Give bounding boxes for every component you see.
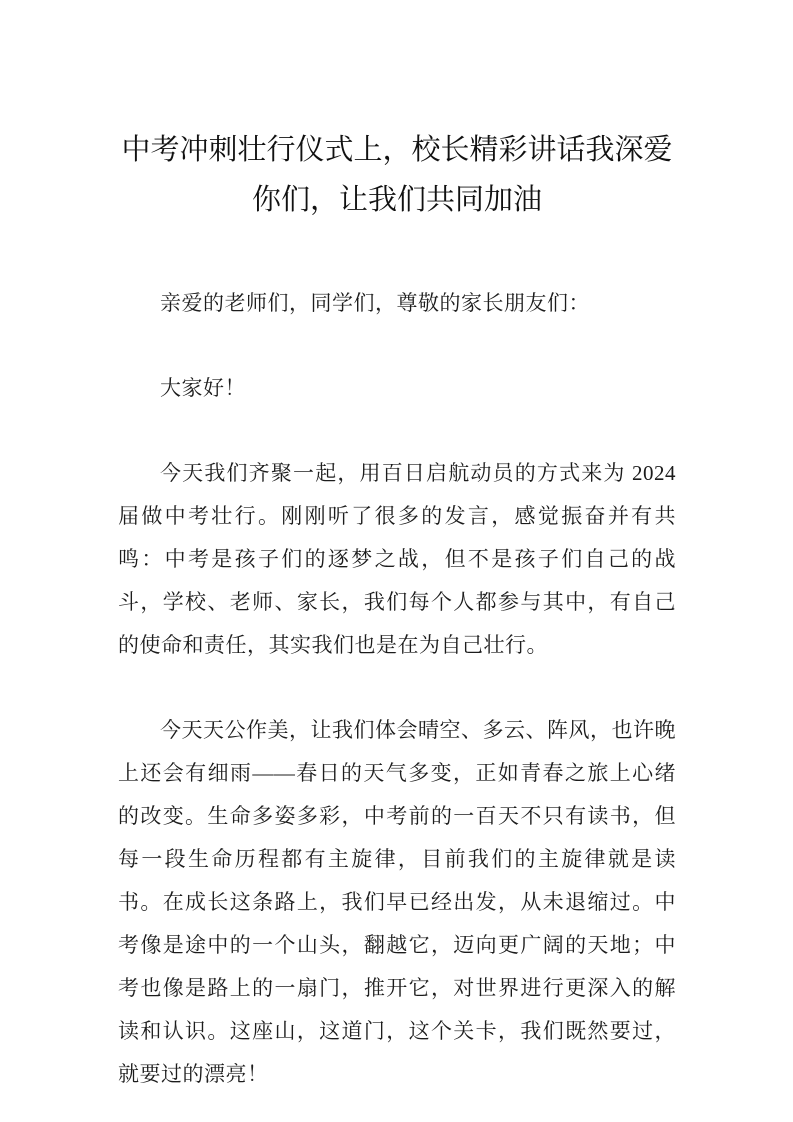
paragraph: 今天天公作美，让我们体会晴空、多云、阵风，也许晚上还会有细雨——春日的天气多变，正如青春之旅上心绪的改变。生命多姿多彩，中考前的一百天不只有读书，但每一段生命历程都有主旋律，目前我们的主旋律就是读书。在成长这条路上，我们早已经出发，从未退缩过。中考像是途中的一个山头，翻越它，迈向更广阔的天地；中考也像是路上的一扇门，推开它，对世界进行更深入的解读和认识。这座山，这道门，这个关卡，我们既然要过，就要过的漂亮！: [118, 718, 676, 1086]
document-title: 中考冲刺壮行仪式上，校长精彩讲话我深爱你们，让我们共同加油: [121, 134, 673, 216]
paragraph: 大家好！: [160, 376, 246, 400]
paragraph: 今天我们齐聚一起，用百日启航动员的方式来为 2024 届做中考壮行。刚刚听了很多的发言，感觉振奋并有共鸣：中考是孩子们的逐梦之战，但不是孩子们自己的战斗，学校、老师、家长，我们每个人都参与其中，有自己的使命和责任，其实我们也是在为自己壮行。: [118, 461, 676, 657]
paragraph: 亲爱的老师们，同学们，尊敬的家长朋友们：: [160, 291, 590, 315]
document-body: [118, 282, 676, 1096]
